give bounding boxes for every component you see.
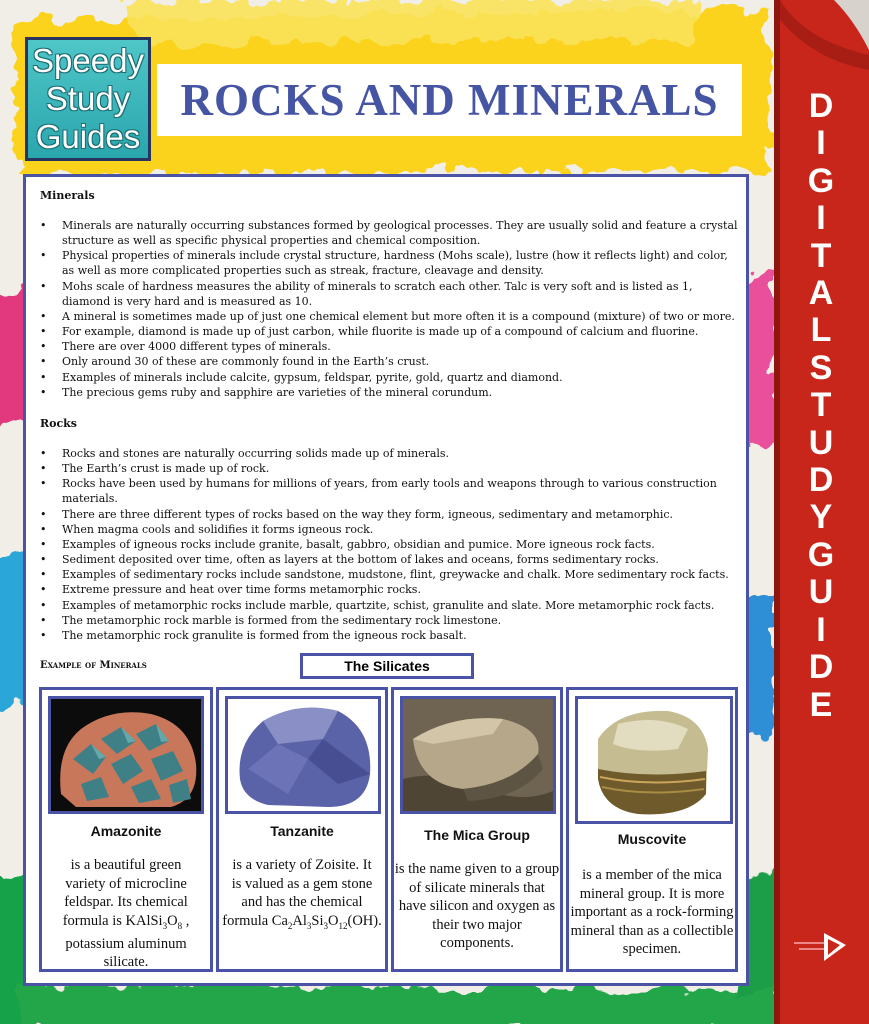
list-item: • Examples of igneous rocks include granite, basalt, gabbro, obsidian and pumice. More igneous rock facts. xyxy=(40,537,740,552)
mineral-description: is the name given to a group of silicate minerals that have silicon and oxygen as their two major components. xyxy=(394,861,560,951)
spine-letter: A xyxy=(808,274,834,313)
mineral-name: Tanzanite xyxy=(270,823,334,839)
mineral-card-muscovite xyxy=(566,687,738,972)
mineral-card-mica-group xyxy=(391,687,563,972)
spine-letter: I xyxy=(816,610,826,649)
spine-letter: U xyxy=(808,423,834,462)
list-item: • When magma cools and solidifies it forms igneous rock. xyxy=(40,522,740,537)
mineral-name: Amazonite xyxy=(90,823,162,839)
formula-subscript: 2 xyxy=(287,920,293,931)
list-item: • The Earth’s crust is made up of rock. xyxy=(40,461,740,476)
spine-letter: D xyxy=(808,87,834,125)
muscovite-image xyxy=(575,696,733,824)
tanzanite-image xyxy=(225,696,381,814)
desc-line: is valued as a gem stone xyxy=(231,875,373,892)
list-item: • Mohs scale of hardness measures the ability of minerals to scratch each other. Talc is very soft and is listed as 1, diamond is very hard and is measured as 10. xyxy=(40,279,740,309)
content-page xyxy=(23,174,749,986)
spine-letter: T xyxy=(810,236,832,275)
examples-heading: Example of Minerals xyxy=(40,660,147,671)
list-item: • Examples of minerals include calcite, gypsum, feldspar, pyrite, gold, quartz and diamond. xyxy=(40,370,740,385)
formula-text: , xyxy=(182,912,190,929)
rocks-heading: Rocks xyxy=(40,417,77,430)
formula-text: (OH). xyxy=(347,912,382,929)
list-item: • For example, diamond is made up of just carbon, while fluorite is made up of a compound of calcium and fluorine. xyxy=(40,324,740,339)
list-item: • The metamorphic rock granulite is formed from the igneous rock basalt. xyxy=(40,628,740,643)
logo-line-3: Guides xyxy=(35,118,141,155)
spine-letter: L xyxy=(810,311,832,350)
list-item: • Physical properties of minerals include crystal structure, hardness (Mohs scale), lustre (how it reflects light) and color, as well as more complicated properties such as streak, fracture, cleavage and density. xyxy=(40,248,740,278)
formula-text: formula is KAlSi xyxy=(62,912,163,929)
speedy-study-guides-logo xyxy=(25,37,151,161)
list-item: • Rocks have been used by humans for millions of years, from early tools and weapons through to various construction materials. xyxy=(40,476,740,506)
list-item: • Examples of metamorphic rocks include marble, quartzite, schist, granulite and slate. More metamorphic rock facts. xyxy=(40,598,740,613)
desc-line: silicate. xyxy=(103,954,149,971)
desc-line: feldspar. Its chemical xyxy=(64,894,188,910)
formula-subscript: 3 xyxy=(306,920,312,931)
mica-group-image xyxy=(400,696,556,814)
spine-letter: I xyxy=(816,124,826,163)
formula-subscript: 8 xyxy=(177,920,183,931)
mineral-name: Muscovite xyxy=(617,831,687,847)
list-item: • Extreme pressure and heat over time forms metamorphic rocks. xyxy=(40,582,740,597)
minerals-list xyxy=(40,218,740,400)
formula-subscript: 3 xyxy=(323,920,328,931)
list-item: • The precious gems ruby and sapphire are varieties of the mineral corundum. xyxy=(40,385,740,400)
page-title: ROCKS AND MINERALS xyxy=(180,75,719,125)
mineral-card-tanzanite xyxy=(216,687,388,972)
list-item: • Sediment deposited over time, often as layers at the bottom of lakes and oceans, forms sedimentary rocks. xyxy=(40,552,740,567)
list-item: • There are three different types of rocks based on the way they form, igneous, sedimentary and metamorphic. xyxy=(40,507,740,522)
spine-letter: T xyxy=(810,386,832,425)
logo-line-1: Speedy xyxy=(32,42,144,79)
spine-letter: G xyxy=(807,535,835,574)
spine-letter: U xyxy=(808,573,834,612)
desc-line: is a variety of Zoisite. It xyxy=(232,857,372,873)
list-item: • Only around 30 of these are commonly found in the Earth’s crust. xyxy=(40,354,740,369)
minerals-heading: Minerals xyxy=(40,189,95,202)
mineral-card-amazonite xyxy=(39,687,213,972)
formula-text: formula Ca xyxy=(222,912,288,929)
title-banner xyxy=(157,64,742,136)
spine-letter: D xyxy=(808,461,834,500)
desc-line: variety of microcline xyxy=(65,875,187,892)
list-item: • A mineral is sometimes made up of just one chemical element but more often it is a compound (mixture) of two or more. xyxy=(40,309,740,324)
amazonite-image xyxy=(48,696,204,814)
formula-text: O xyxy=(328,912,339,929)
list-item: • Minerals are naturally occurring substances formed by geological processes. They are usually solid and feature a crystal structure as well as specific physical properties and chemical composition. xyxy=(40,218,740,248)
formula-text: O xyxy=(167,912,178,929)
list-item: • Examples of sedimentary rocks include sandstone, mudstone, flint, greywacke and chalk. More sedimentary rock facts. xyxy=(40,567,740,582)
desc-line: potassium aluminum xyxy=(65,935,187,952)
formula-subscript: 12 xyxy=(338,920,348,931)
formula-text: Si xyxy=(311,912,324,929)
spine-letter: E xyxy=(809,685,833,724)
list-item: • There are over 4000 different types of minerals. xyxy=(40,339,740,354)
spine-letter: D xyxy=(808,648,834,687)
spine-letter: G xyxy=(807,161,835,200)
desc-line: is a beautiful green xyxy=(70,857,182,873)
rocks-list xyxy=(40,446,740,643)
spine-letter: S xyxy=(809,348,833,387)
logo-line-2: Study xyxy=(45,80,131,117)
mineral-description xyxy=(46,856,206,972)
desc-line: and has the chemical xyxy=(241,894,363,910)
spine-label xyxy=(780,88,862,724)
formula-text: Al xyxy=(292,912,307,929)
silicates-label: The Silicates xyxy=(300,653,474,679)
list-item: • The metamorphic rock marble is formed from the sedimentary rock limestone. xyxy=(40,613,740,628)
mineral-description xyxy=(219,856,385,935)
list-item: • Rocks and stones are naturally occurring solids made up of minerals. xyxy=(40,446,740,461)
formula-subscript: 3 xyxy=(162,920,168,931)
mineral-name: The Mica Group xyxy=(424,827,530,843)
spine-letter: Y xyxy=(809,498,833,537)
mineral-description: is a member of the mica mineral group. It is more important as a rock-forming mineral than as a collectible specimen. xyxy=(570,867,734,957)
spine-letter: I xyxy=(816,199,826,238)
